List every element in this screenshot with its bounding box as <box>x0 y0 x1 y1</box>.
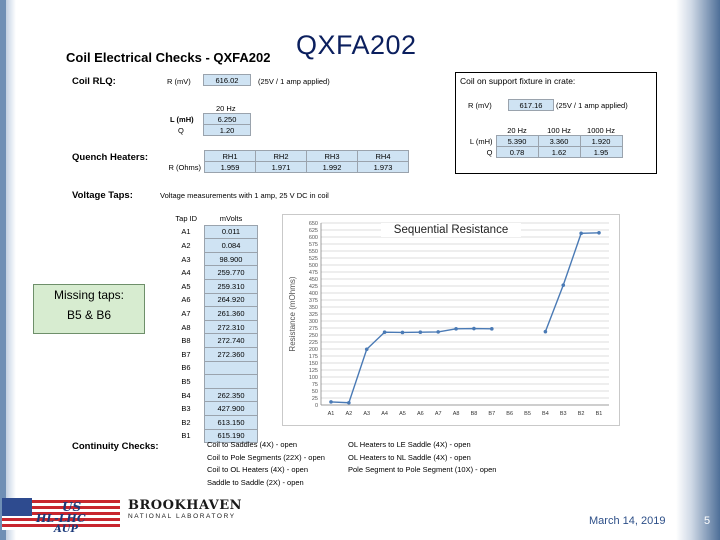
y-tick-label: 300 <box>308 319 318 325</box>
coil-r-value: 616.02 <box>204 75 251 86</box>
tap-id: B3 <box>181 404 191 414</box>
coil-r-label: R (mV) <box>167 77 191 86</box>
continuity-item: Coil to OL Heaters (4X) - open <box>207 465 309 474</box>
y-tick-label: 125 <box>308 368 318 374</box>
y-tick-label: 250 <box>308 333 318 339</box>
continuity-col-1 <box>207 439 325 489</box>
us-hl-lhc-aup-logo <box>2 494 120 534</box>
tap-row <box>168 293 258 307</box>
chart-svg <box>283 215 619 425</box>
crate-freq: 1000 Hz <box>587 125 615 135</box>
missing-taps-callout <box>33 284 145 334</box>
y-tick-label: 525 <box>308 256 318 262</box>
data-point <box>490 327 494 331</box>
tap-row <box>168 388 258 402</box>
data-point <box>544 330 548 334</box>
tap-id: B2 <box>181 417 191 427</box>
voltage-taps-label: Voltage Taps: <box>72 190 133 201</box>
x-tick-label: B4 <box>542 411 549 417</box>
tap-id-header: Tap ID <box>175 214 198 224</box>
tap-row <box>168 320 258 334</box>
qh-header: RH2 <box>256 151 307 162</box>
x-tick-label: A2 <box>345 411 353 417</box>
tap-mvolts: 0.011 <box>205 225 258 239</box>
tap-row <box>168 266 258 280</box>
data-point <box>365 347 369 351</box>
svg-text:AUP: AUP <box>54 524 78 534</box>
coil-r-note: (25V / 1 amp applied) <box>258 77 330 86</box>
continuity-item: OL Heaters to NL Saddle (4X) - open <box>348 452 471 462</box>
y-tick-label: 625 <box>308 228 318 234</box>
crate-r-value: 617.16 <box>509 100 554 111</box>
x-tick-label: A1 <box>327 411 335 417</box>
y-tick-label: 425 <box>308 284 318 290</box>
y-tick-label: 175 <box>308 354 318 360</box>
y-tick-label: 575 <box>308 242 318 248</box>
y-tick-label: 225 <box>308 340 318 346</box>
y-tick-label: 650 <box>308 221 318 227</box>
voltage-taps-note: Voltage measurements with 1 amp, 25 V DC in coil <box>160 191 329 200</box>
data-point <box>454 327 458 331</box>
data-point <box>472 327 476 331</box>
data-point <box>347 401 351 405</box>
callout-line-2: B5 & B6 <box>66 308 112 322</box>
tap-id: A2 <box>181 240 191 250</box>
tap-id: A7 <box>181 308 191 318</box>
data-point <box>401 331 405 335</box>
tap-id: B5 <box>181 376 191 386</box>
mvolts-header: mVolts <box>219 213 243 223</box>
tap-id: A5 <box>181 281 191 291</box>
tap-mvolts: 261.360 <box>205 307 258 321</box>
tap-mvolts: 272.310 <box>205 320 258 334</box>
crate-title: Coil on support fixture in crate: <box>460 76 576 86</box>
left-edge-decoration <box>0 0 16 540</box>
tap-mvolts: 427.900 <box>205 402 258 416</box>
y-tick-label: 275 <box>308 326 318 332</box>
y-tick-label: 400 <box>308 291 318 297</box>
qh-value: 1.992 <box>307 162 358 173</box>
tap-row <box>168 307 258 321</box>
y-tick-label: 0 <box>314 403 318 409</box>
x-tick-label: B7 <box>488 411 496 417</box>
qh-value: 1.959 <box>205 162 256 173</box>
continuity-item: Pole Segment to Pole Segment (10X) - open <box>348 465 497 474</box>
data-point <box>579 232 583 236</box>
y-tick-label: 75 <box>311 382 318 388</box>
series-line <box>331 329 492 403</box>
tap-mvolts: 259.770 <box>205 266 258 280</box>
tap-row <box>168 239 258 253</box>
x-tick-label: A4 <box>381 411 388 417</box>
tap-id: B1 <box>181 431 191 441</box>
x-tick-label: A3 <box>363 411 371 417</box>
y-tick-label: 325 <box>308 312 318 318</box>
y-tick-label: 450 <box>308 277 318 283</box>
sequential-resistance-chart <box>282 214 620 426</box>
x-tick-label: B1 <box>595 411 603 417</box>
tap-id: A1 <box>181 227 191 237</box>
y-tick-label: 550 <box>308 249 318 255</box>
x-tick-label: B6 <box>506 411 514 417</box>
quench-heaters-label: Quench Heaters: <box>72 152 149 163</box>
page-number: 5 <box>704 515 711 527</box>
tap-mvolts: 272.360 <box>205 347 258 361</box>
tap-row <box>168 225 258 239</box>
right-edge-decoration <box>676 0 720 540</box>
tap-id: A3 <box>181 254 191 264</box>
svg-text:US: US <box>62 500 82 514</box>
slide-title: QXFA202 <box>296 30 417 60</box>
coil-rlq-label: Coil RLQ: <box>72 76 116 87</box>
voltage-taps-table <box>168 212 258 443</box>
continuity-item: Coil to Saddles (4X) - open <box>207 440 298 449</box>
y-tick-label: 100 <box>308 375 318 381</box>
crate-box <box>455 72 657 174</box>
crate-freq: 20 Hz <box>507 125 527 135</box>
x-tick-label: A5 <box>399 411 406 417</box>
y-axis-label: Resistance (mOhms) <box>288 276 297 352</box>
data-point <box>561 283 565 287</box>
coil-freq-label: 20 Hz <box>216 104 236 113</box>
chart-title: Sequential Resistance <box>393 224 509 236</box>
tap-row <box>168 279 258 293</box>
tap-row <box>168 252 258 266</box>
tap-id: A8 <box>181 322 191 332</box>
data-point <box>419 330 423 334</box>
y-tick-label: 200 <box>308 347 318 353</box>
crate-q-value: 1.95 <box>580 147 622 158</box>
x-tick-label: A8 <box>452 411 460 417</box>
tap-id: B4 <box>181 390 191 400</box>
tap-mvolts <box>205 375 258 389</box>
coil-l-label: L (mH) <box>170 115 194 124</box>
quench-heaters-table <box>160 150 409 173</box>
doc-title: Coil Electrical Checks - QXFA202 <box>66 50 271 65</box>
qh-row-label: R (Ohms) <box>168 162 201 172</box>
coil-q-value: 1.20 <box>204 125 251 136</box>
x-tick-label: B3 <box>559 411 567 417</box>
tap-mvolts: 613.150 <box>205 415 258 429</box>
crate-l-label: L (mH) <box>469 136 493 146</box>
crate-q-value: 0.78 <box>496 147 538 158</box>
tap-id: A4 <box>181 268 191 278</box>
tap-mvolts: 259.310 <box>205 279 258 293</box>
continuity-item: OL Heaters to LE Saddle (4X) - open <box>348 440 471 449</box>
continuity-item: Coil to Pole Segments (22X) - open <box>207 452 325 462</box>
continuity-item: Saddle to Saddle (2X) - open <box>207 477 304 487</box>
tap-mvolts: 264.920 <box>205 293 258 307</box>
series-line <box>545 233 599 332</box>
crate-q-label: Q <box>486 147 493 157</box>
qh-header: RH1 <box>205 151 256 162</box>
tap-id: B7 <box>181 349 191 359</box>
data-point <box>383 330 387 334</box>
y-tick-label: 475 <box>308 270 318 276</box>
qh-value: 1.971 <box>256 162 307 173</box>
y-tick-label: 600 <box>308 235 318 241</box>
y-tick-label: 50 <box>311 389 318 395</box>
tap-id: B6 <box>181 363 191 373</box>
callout-line-1: Missing taps: <box>53 288 125 302</box>
crate-lq-table <box>460 125 623 158</box>
qh-header: RH3 <box>307 151 358 162</box>
tap-row <box>168 402 258 416</box>
tap-id: A6 <box>181 295 191 305</box>
crate-q-value: 1.62 <box>538 147 580 158</box>
crate-l-value: 5.390 <box>496 136 538 147</box>
data-point <box>329 400 333 404</box>
x-tick-label: B8 <box>470 411 478 417</box>
data-point <box>597 231 601 235</box>
x-tick-label: B5 <box>524 411 531 417</box>
crate-r-note: (25V / 1 amp applied) <box>556 101 628 110</box>
tap-mvolts: 0.084 <box>205 239 258 253</box>
tap-mvolts: 98.900 <box>205 252 258 266</box>
tap-row <box>168 334 258 348</box>
svg-text:HL-LHC: HL-LHC <box>36 512 86 525</box>
y-tick-label: 150 <box>308 361 318 367</box>
tap-mvolts <box>205 361 258 375</box>
tap-mvolts: 272.740 <box>205 334 258 348</box>
brookhaven-logo: BROOKHAVEN NATIONAL LABORATORY <box>128 498 243 520</box>
y-tick-label: 375 <box>308 298 318 304</box>
coil-q-label: Q <box>178 126 184 135</box>
coil-lq-table <box>203 113 251 136</box>
crate-l-value: 1.920 <box>580 136 622 147</box>
crate-r-label: R (mV) <box>468 101 492 110</box>
tap-row <box>168 361 258 375</box>
coil-l-value: 6.250 <box>204 114 251 125</box>
crate-l-value: 3.360 <box>538 136 580 147</box>
tap-mvolts: 262.350 <box>205 388 258 402</box>
tap-row <box>168 415 258 429</box>
crate-r-cell <box>508 99 554 111</box>
x-tick-label: B2 <box>577 411 585 417</box>
x-tick-label: A7 <box>434 411 442 417</box>
coil-r-cell <box>203 74 251 86</box>
data-point <box>436 330 440 334</box>
tap-row <box>168 347 258 361</box>
y-tick-label: 350 <box>308 305 318 311</box>
tap-mvolts: 615.190 <box>205 429 258 443</box>
continuity-col-2 <box>348 439 496 477</box>
tap-id: B8 <box>181 336 191 346</box>
qh-value: 1.973 <box>358 162 409 173</box>
y-tick-label: 25 <box>311 396 318 402</box>
footer-date: March 14, 2019 <box>589 515 666 527</box>
y-tick-label: 500 <box>308 263 318 269</box>
x-tick-label: A6 <box>416 411 424 417</box>
tap-row <box>168 375 258 389</box>
continuity-label: Continuity Checks: <box>72 441 159 452</box>
qh-header: RH4 <box>358 151 409 162</box>
crate-freq: 100 Hz <box>547 125 571 135</box>
